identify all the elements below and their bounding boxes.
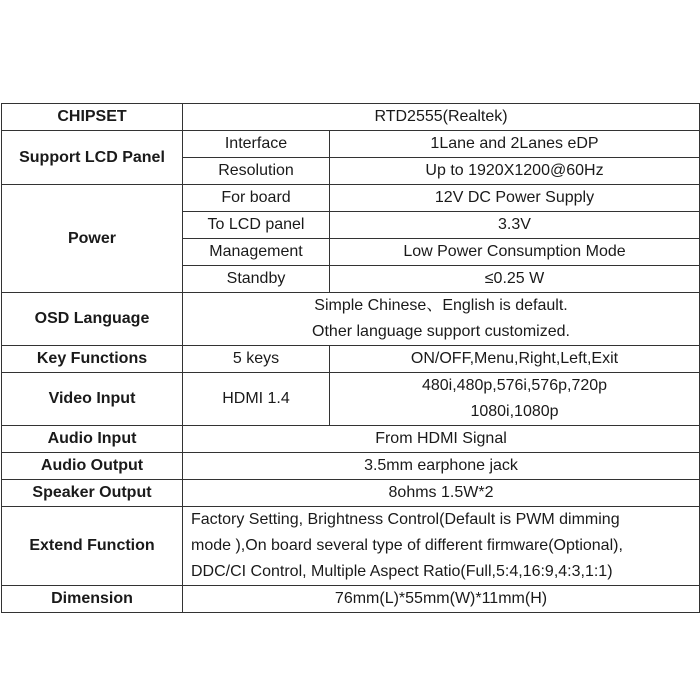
row-speaker-output [2,480,700,507]
to-lcd-value: 3.3V [330,212,700,239]
video-input-label: Video Input [2,373,183,426]
speaker-output-value: 8ohms 1.5W*2 [183,480,700,507]
row-key-functions [2,346,700,373]
interface-value: 1Lane and 2Lanes eDP [330,131,700,158]
extend-function-line-2: mode ),On board several type of different firmware(Optional), [191,537,623,554]
for-board-value: 12V DC Power Supply [330,185,700,212]
row-power-board [2,185,700,212]
management-label: Management [183,239,330,266]
osd-language-line-2: Other language support customized. [312,323,570,340]
row-dimension [2,586,700,613]
osd-language-label: OSD Language [2,293,183,346]
power-label: Power [2,185,183,293]
row-video-input [2,373,700,426]
resolution-label: Resolution [183,158,330,185]
row-audio-input [2,426,700,453]
dimension-label: Dimension [2,586,183,613]
row-chipset [2,104,700,131]
to-lcd-label: To LCD panel [183,212,330,239]
extend-function-line-3: DDC/CI Control, Multiple Aspect Ratio(Full,5:4,16:9,4:3,1:1) [191,563,613,580]
chipset-label: CHIPSET [2,104,183,131]
extend-function-label: Extend Function [2,507,183,586]
for-board-label: For board [183,185,330,212]
row-extend-function [2,507,700,586]
speaker-output-label: Speaker Output [2,480,183,507]
video-formats-line-1: 480i,480p,576i,576p,720p [421,377,608,394]
row-audio-output [2,453,700,480]
standby-label: Standby [183,266,330,293]
resolution-value: Up to 1920X1200@60Hz [330,158,700,185]
key-functions-value: ON/OFF,Menu,Right,Left,Exit [330,346,700,373]
video-input-interface: HDMI 1.4 [183,373,330,426]
interface-label: Interface [183,131,330,158]
row-osd-language [2,293,700,346]
management-value: Low Power Consumption Mode [330,239,700,266]
video-input-formats [330,373,700,426]
spec-table [1,103,700,613]
support-lcd-label: Support LCD Panel [2,131,183,185]
standby-value: ≤0.25 W [330,266,700,293]
video-formats-line-2: 1080i,1080p [470,403,559,420]
chipset-value: RTD2555(Realtek) [183,104,700,131]
osd-language-line-1: Simple Chinese、English is default. [314,297,568,314]
audio-output-value: 3.5mm earphone jack [183,453,700,480]
dimension-value: 76mm(L)*55mm(W)*11mm(H) [183,586,700,613]
row-support-lcd-interface [2,131,700,158]
extend-function-value [183,507,700,586]
key-count: 5 keys [183,346,330,373]
audio-input-value: From HDMI Signal [183,426,700,453]
audio-output-label: Audio Output [2,453,183,480]
audio-input-label: Audio Input [2,426,183,453]
osd-language-value [183,293,700,346]
extend-function-line-1: Factory Setting, Brightness Control(Default is PWM dimming [191,511,620,528]
key-functions-label: Key Functions [2,346,183,373]
